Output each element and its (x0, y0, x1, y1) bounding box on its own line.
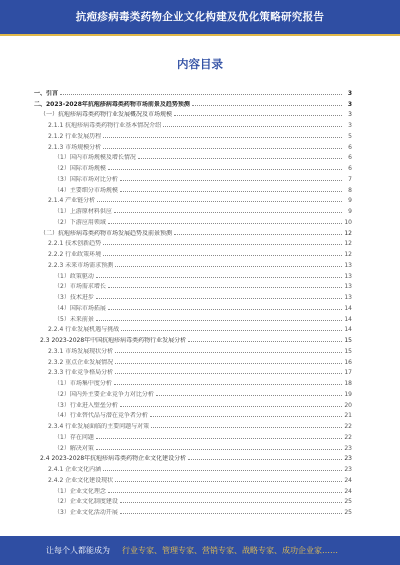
toc-heading: 内容目录 (177, 57, 223, 71)
toc-entry-page: 24 (344, 476, 352, 484)
toc-leader-dots (188, 341, 342, 342)
toc-entry-label: 2.3.4 行业发展面临的主要问题与对策 (48, 423, 150, 430)
toc-leader-dots (115, 373, 342, 374)
toc-entry[interactable] (34, 226, 352, 237)
toc-leader-dots (108, 223, 342, 224)
footer-bar (0, 536, 400, 565)
toc-entry[interactable] (34, 237, 352, 248)
toc-entry-label: 2.3.1 市场发展现状分析 (48, 347, 114, 355)
toc-entry-page: 13 (344, 261, 352, 269)
toc-leader-dots (174, 234, 342, 235)
toc-leader-dots (115, 352, 342, 353)
toc-entry-page: 5 (348, 132, 352, 140)
toc-entry-page: 3 (347, 100, 352, 108)
toc-entry-label: （1）国内市场规模及增长情况 (54, 154, 136, 162)
toc-entry[interactable] (34, 323, 352, 334)
toc-leader-dots (120, 406, 342, 407)
toc-entry-page: 10 (344, 218, 352, 226)
toc-leader-dots (97, 201, 342, 202)
toc-entry[interactable] (34, 398, 352, 409)
toc-entry[interactable] (34, 151, 352, 162)
toc-leader-dots (103, 148, 342, 149)
toc-entry-page: 23 (344, 466, 352, 473)
toc-entry[interactable] (34, 505, 352, 516)
toc-entry[interactable] (34, 215, 352, 226)
toc-entry[interactable] (34, 258, 352, 269)
toc-entry-label: 2.4.1 企业文化内涵 (48, 466, 102, 473)
toc-entry[interactable] (34, 172, 352, 183)
toc-entry-label: （3）企业文化活动开展 (54, 509, 118, 516)
toc-entry[interactable] (34, 355, 352, 366)
toc-entry-label: （2）解决对策 (54, 444, 94, 452)
report-title: 抗疱疹病毒类药物企业文化构建及优化策略研究报告 (75, 11, 325, 23)
toc-leader-dots (156, 395, 342, 396)
toc-entry-label: 2.2.4 行业发展机遇与挑战 (48, 326, 120, 334)
toc-leader-dots (120, 180, 342, 181)
toc-entry[interactable] (34, 269, 352, 280)
header-bar (0, 0, 400, 34)
toc-entry-page: 16 (344, 358, 352, 366)
header-divider (0, 34, 400, 36)
toc-entry-label: （4）主要细分市场规模 (54, 186, 118, 194)
toc-entry-page: 3 (347, 89, 352, 97)
toc-entry-label: 2.3 2023-2028年中国抗疱疹病毒类药物行业发展分析 (40, 337, 187, 344)
toc-entry-page: 14 (344, 326, 352, 334)
toc-entry-page: 6 (348, 165, 352, 172)
toc-entry-page: 25 (344, 509, 352, 516)
toc-entry[interactable] (34, 441, 352, 452)
toc-entry-page: 12 (344, 240, 352, 248)
toc-entry-label: （3）技术进步 (54, 294, 94, 301)
toc-entry-label: 2.1.2 行业发展历程 (48, 132, 102, 140)
toc-leader-dots (108, 169, 342, 170)
toc-entry-label: （3）国际市场对比分析 (54, 175, 118, 183)
toc-entry-page: 6 (348, 143, 352, 151)
toc-entry-page: 24 (344, 487, 352, 495)
toc-entry-label: （1）市场集中度分析 (54, 380, 112, 387)
toc-leader-dots (163, 126, 342, 127)
toc-leader-dots (114, 384, 342, 385)
toc-leader-dots (115, 363, 342, 364)
toc-entry-page: 14 (344, 304, 352, 312)
toc-entry-label: （2）市场需求增长 (54, 283, 106, 291)
toc-entry[interactable] (34, 301, 352, 312)
toc-entry[interactable] (34, 290, 352, 301)
toc-entry-label: （1）存在问题 (54, 433, 94, 441)
toc-entry[interactable] (34, 387, 352, 398)
toc-entry-label: （2）国内外主要企业竞争力对比分析 (54, 390, 154, 398)
toc-entry-page: 14 (344, 315, 352, 323)
toc-leader-dots (121, 330, 342, 331)
toc-entry[interactable] (34, 430, 352, 441)
toc-entry-label: （5）未来前景 (54, 315, 94, 323)
toc-entry-page: 25 (344, 498, 352, 506)
toc-entry[interactable] (34, 484, 352, 495)
toc-entry[interactable] (34, 86, 352, 97)
toc-leader-dots (114, 212, 342, 213)
toc-entry-page: 12 (344, 229, 352, 237)
toc-entry-page: 6 (348, 154, 352, 162)
toc-leader-dots (174, 115, 342, 116)
toc-entry[interactable] (34, 161, 352, 172)
toc-entry-page: 17 (344, 369, 352, 377)
toc-leader-dots (151, 427, 342, 428)
toc-entry[interactable] (34, 409, 352, 420)
toc-leader-dots (120, 502, 342, 503)
toc-entry[interactable] (34, 344, 352, 355)
toc-leader-dots (150, 416, 342, 417)
toc-entry-page: 13 (344, 294, 352, 301)
toc-entry[interactable] (34, 366, 352, 377)
toc-entry-label: 2.2.2 行业政策环境 (48, 251, 102, 258)
toc-entry[interactable] (34, 312, 352, 323)
toc-entry-label: 2.4.2 企业文化建设现状 (48, 476, 114, 484)
toc-entry[interactable] (34, 140, 352, 151)
toc-entry[interactable] (34, 376, 352, 387)
toc-entry[interactable] (34, 247, 352, 258)
toc-entry-page: 20 (344, 401, 352, 409)
toc-entry-page: 15 (344, 347, 352, 355)
toc-leader-dots (103, 244, 342, 245)
toc-entry[interactable] (34, 333, 352, 344)
toc-entry-page: 21 (344, 412, 352, 420)
toc-entry-label: 2.2.3 未来市场需求预测 (48, 261, 114, 269)
toc-entry-page: 22 (344, 433, 352, 441)
toc-leader-dots (138, 158, 342, 159)
toc-entry-page: 13 (344, 272, 352, 280)
toc-entry-page: 23 (344, 455, 352, 463)
toc-entry[interactable] (34, 495, 352, 506)
toc-leader-dots (188, 459, 342, 460)
toc-entry-label: 2.1.1 抗疱疹病毒类药物行业基本情况介绍 (48, 122, 162, 129)
toc-leader-dots (96, 449, 342, 450)
toc-leader-dots (103, 137, 342, 138)
toc-entry[interactable] (34, 204, 352, 215)
toc-leader-dots (108, 287, 342, 288)
toc-leader-dots (103, 470, 342, 471)
toc-entry-label: （2）国际市场规模 (54, 165, 106, 172)
toc-leader-dots (103, 255, 342, 256)
toc-leader-dots (192, 105, 342, 106)
toc-entry-label: （2）下游应用领域 (54, 218, 106, 226)
toc-entry-label: （1）上游原材料供应 (54, 208, 112, 215)
toc-entry-label: 二、2023-2028年抗疱疹病毒类药物市场前景及趋势预测 (34, 100, 190, 108)
toc-entry[interactable] (34, 183, 352, 194)
toc-entry-label: 2.4 2023-2028年抗疱疹病毒类药物企业文化建设分析 (40, 455, 187, 463)
toc-leader-dots (96, 320, 342, 321)
toc-entry-page: 12 (344, 251, 352, 258)
toc-entry-label: （4）国际市场拓展 (54, 304, 106, 312)
toc-entry-page: 15 (344, 337, 352, 344)
toc-entry[interactable] (34, 118, 352, 129)
footer-slogan: 让每个人都能成为 (46, 546, 110, 555)
toc-entry-label: 2.1.3 市场规模分析 (48, 143, 102, 151)
toc-entry-page: 7 (348, 175, 352, 183)
toc-entry[interactable] (34, 280, 352, 291)
toc-entry[interactable] (34, 452, 352, 463)
toc-entry[interactable] (34, 129, 352, 140)
toc-entry-label: （3）行业进入壁垒分析 (54, 401, 118, 409)
toc-entry[interactable] (34, 108, 352, 119)
toc-entry-label: （4）行业替代品与潜在竞争者分析 (54, 412, 148, 420)
toc-entry-label: 2.3.2 重点企业发展情况 (48, 358, 114, 366)
toc-entry-page: 3 (348, 122, 352, 129)
toc-leader-dots (108, 309, 342, 310)
toc-entry-page: 9 (348, 197, 352, 205)
toc-entry-page: 22 (344, 423, 352, 430)
toc-leader-dots (120, 191, 342, 192)
table-of-contents (34, 86, 352, 516)
toc-entry-label: 2.1.4 产业链分析 (48, 197, 96, 205)
toc-entry-label: 一、引言 (34, 89, 59, 97)
toc-entry-label: 2.3.3 行业竞争格局分析 (48, 369, 114, 377)
toc-entry-label: 2.2.1 技术创新趋势 (48, 240, 102, 248)
toc-entry-page: 9 (348, 208, 352, 215)
toc-leader-dots (96, 438, 342, 439)
toc-leader-dots (96, 277, 342, 278)
toc-leader-dots (60, 94, 342, 95)
toc-entry-page: 3 (348, 111, 352, 119)
toc-entry-label: （二）抗疱疹病毒类药物市场发展趋势及前景预测 (40, 229, 173, 237)
toc-entry-page: 23 (344, 444, 352, 452)
toc-entry[interactable] (34, 419, 352, 430)
toc-entry-page: 13 (344, 283, 352, 291)
toc-entry-page: 8 (348, 186, 352, 194)
toc-leader-dots (115, 481, 342, 482)
toc-entry-label: （一）抗疱疹病毒类药物行业发展概况及市场规模 (40, 111, 173, 119)
toc-entry[interactable] (34, 462, 352, 473)
footer-roles: 行业专家、管理专家、营销专家、战略专家、成功企业家…… (122, 546, 338, 555)
toc-leader-dots (115, 266, 342, 267)
toc-leader-dots (96, 298, 342, 299)
toc-entry-label: （2）企业文化制度建设 (54, 498, 118, 506)
toc-entry[interactable] (34, 97, 352, 108)
toc-entry-page: 19 (344, 390, 352, 398)
toc-leader-dots (120, 513, 342, 514)
toc-entry-page: 18 (344, 380, 352, 387)
toc-entry-label: （1）企业文化理念 (54, 487, 106, 495)
toc-entry[interactable] (34, 194, 352, 205)
toc-leader-dots (108, 492, 342, 493)
toc-entry[interactable] (34, 473, 352, 484)
toc-entry-label: （1）政策驱动 (54, 272, 94, 280)
